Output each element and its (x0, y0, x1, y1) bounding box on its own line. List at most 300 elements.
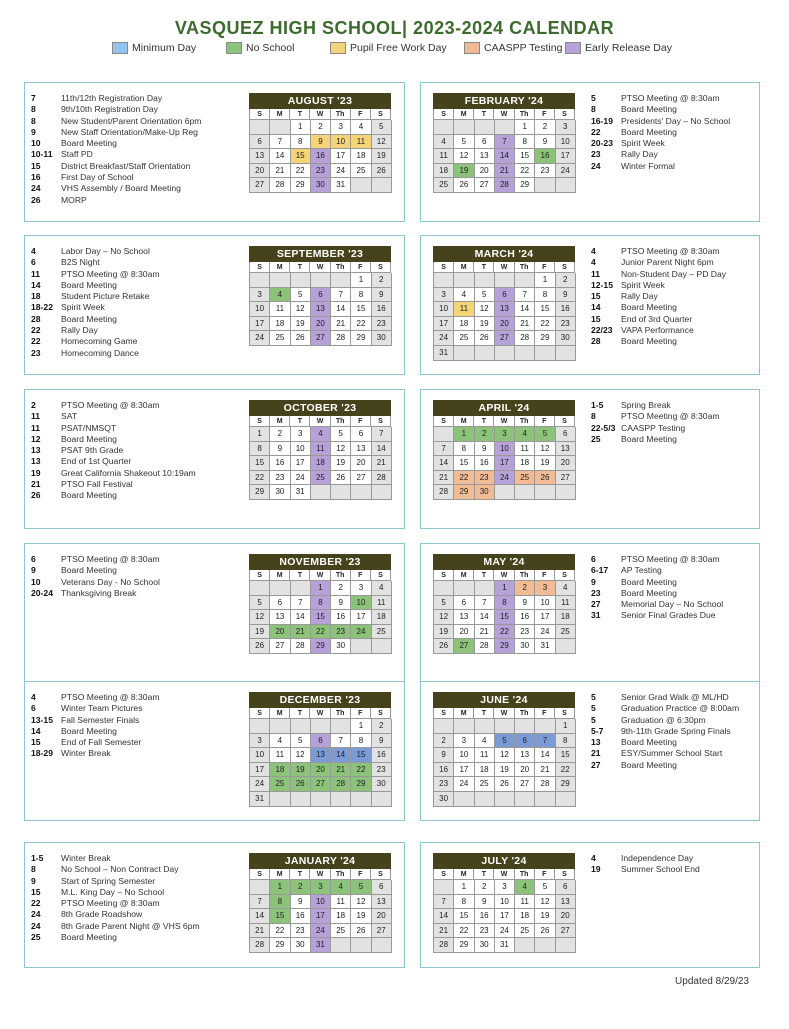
month-panel (420, 842, 760, 968)
event-text: Board Meeting (621, 737, 677, 748)
weekday-header: S (434, 109, 454, 120)
empty-cell (535, 178, 555, 193)
day-cell: 12 (495, 748, 515, 763)
day-cell: 15 (535, 302, 555, 317)
day-cell: 14 (250, 909, 270, 924)
day-cell: 9 (515, 596, 535, 611)
day-cell: 14 (270, 149, 290, 164)
event-text: New Student/Parent Orientation 6pm (61, 115, 202, 126)
empty-cell (372, 485, 392, 500)
day-cell: 2 (372, 273, 392, 288)
day-cell: 24 (495, 924, 515, 939)
day-cell: 11 (372, 596, 392, 611)
day-cell: 13 (250, 149, 270, 164)
weekday-header: Th (331, 869, 351, 880)
day-cell: 17 (495, 909, 515, 924)
day-cell: 12 (351, 895, 371, 910)
event-item (591, 93, 759, 104)
event-text: Great California Shakeout 10:19am (61, 467, 196, 478)
empty-cell (535, 485, 555, 500)
event-text: PTSO Meeting @ 8:30am (61, 554, 160, 564)
day-cell: 27 (311, 331, 331, 346)
empty-cell (331, 719, 351, 734)
event-date: 2 (31, 400, 36, 410)
weekday-header: W (310, 109, 330, 120)
empty-cell (556, 938, 576, 953)
event-list (591, 692, 759, 771)
day-cell: 10 (250, 302, 270, 317)
day-cell: 31 (291, 485, 311, 500)
event-item (31, 183, 246, 194)
event-date: 23 (31, 347, 41, 358)
month-title: DECEMBER '23 (249, 692, 391, 708)
day-cell: 13 (475, 149, 495, 164)
day-cell: 19 (535, 909, 555, 924)
month-calendar (433, 692, 575, 807)
day-cell: 18 (270, 763, 290, 778)
weekday-header: Th (331, 416, 351, 427)
event-item (31, 104, 246, 115)
event-date: 23 (591, 587, 601, 598)
day-cell: 14 (515, 302, 535, 317)
month-calendar (249, 554, 391, 654)
day-cell: 22 (250, 471, 270, 486)
event-date: 11 (591, 268, 601, 279)
event-text: Rally Day (61, 325, 98, 336)
weekday-header: M (454, 416, 474, 427)
event-item (591, 737, 759, 748)
legend (112, 42, 712, 60)
event-date: 21 (31, 479, 41, 490)
event-text: Board Meeting (621, 336, 677, 347)
day-cell: 26 (331, 471, 351, 486)
day-cell: 13 (372, 895, 392, 910)
empty-cell (475, 719, 495, 734)
day-cell: 17 (535, 610, 555, 625)
day-cell: 24 (556, 164, 576, 179)
day-cell: 18 (515, 909, 535, 924)
day-cell: 24 (351, 625, 371, 640)
day-cell: 26 (291, 777, 311, 792)
event-date: 8 (591, 104, 596, 115)
event-list (591, 246, 759, 348)
day-cell: 1 (495, 581, 515, 596)
event-text: MORP (61, 194, 87, 205)
day-cell: 11 (515, 442, 535, 457)
day-cell: 17 (434, 317, 454, 332)
day-cell: 28 (291, 639, 311, 654)
empty-cell (291, 273, 311, 288)
day-cell: 18 (311, 456, 331, 471)
event-item (591, 610, 759, 621)
weekday-header: Th (331, 570, 351, 581)
event-text: Board Meeting (61, 433, 117, 444)
event-date: 24 (31, 920, 41, 931)
legend-swatch (112, 42, 128, 54)
day-cell: 27 (311, 777, 331, 792)
event-date: 10 (31, 576, 41, 587)
day-cell: 16 (291, 909, 311, 924)
weekday-header: W (494, 109, 514, 120)
day-cell: 5 (535, 427, 555, 442)
day-cell: 6 (454, 596, 474, 611)
empty-cell (270, 273, 290, 288)
empty-cell (535, 938, 555, 953)
day-cell: 29 (351, 331, 371, 346)
event-text: VAPA Performance (621, 325, 694, 336)
event-item (591, 599, 759, 610)
event-text: Board Meeting (621, 104, 677, 115)
weekday-header: S (250, 570, 270, 581)
weekday-header: F (351, 416, 371, 427)
legend-swatch (464, 42, 480, 54)
event-item (31, 127, 246, 138)
day-cell: 13 (270, 610, 290, 625)
day-cell: 22 (454, 924, 474, 939)
day-cell: 18 (372, 610, 392, 625)
event-item (591, 302, 759, 313)
event-date: 15 (31, 737, 41, 748)
weekday-header: F (351, 109, 371, 120)
event-date: 20-24 (31, 587, 53, 598)
weekday-header: S (434, 869, 454, 880)
event-text: 11th/12th Registration Day (61, 93, 163, 103)
day-cell: 27 (556, 924, 576, 939)
day-cell: 14 (535, 748, 555, 763)
event-text: End of 3rd Quarter (621, 313, 693, 324)
day-cell: 8 (250, 442, 270, 457)
day-cell: 6 (515, 734, 535, 749)
event-item (591, 853, 759, 864)
empty-cell (556, 346, 576, 361)
event-date: 22 (591, 126, 601, 137)
event-text: Summer School End (621, 864, 700, 875)
event-list (591, 400, 759, 445)
day-cell: 13 (454, 610, 474, 625)
empty-cell (351, 485, 371, 500)
day-cell: 3 (495, 880, 515, 895)
event-date: 12-15 (591, 279, 613, 290)
event-list (31, 853, 246, 943)
day-cell: 2 (311, 120, 331, 135)
empty-cell (250, 880, 270, 895)
day-cell: 24 (250, 331, 270, 346)
day-cell: 9 (535, 135, 555, 150)
event-item (591, 257, 759, 268)
event-date: 13 (591, 737, 601, 748)
month-calendar (249, 400, 391, 500)
weekday-header: F (351, 570, 371, 581)
legend-item (464, 42, 562, 54)
updated-note: Updated 8/29/23 (675, 976, 749, 987)
day-cell: 26 (495, 777, 515, 792)
event-text: Homecoming Dance (61, 347, 139, 358)
event-item (31, 715, 246, 726)
month-panel (24, 235, 405, 375)
weekday-header: S (371, 109, 391, 120)
day-cell: 16 (475, 909, 495, 924)
day-cell: 5 (351, 880, 371, 895)
event-item (31, 269, 246, 280)
day-cell: 11 (434, 149, 454, 164)
empty-cell (515, 273, 535, 288)
month-panel (420, 543, 760, 683)
day-cell: 10 (454, 748, 474, 763)
day-cell: 1 (270, 880, 290, 895)
event-text: Independence Day (621, 853, 694, 863)
day-cell: 5 (434, 596, 454, 611)
weekday-header: M (454, 109, 474, 120)
day-cell: 29 (250, 485, 270, 500)
day-cell: 14 (291, 610, 311, 625)
event-item (31, 302, 246, 313)
empty-cell (331, 792, 351, 807)
day-cell: 24 (291, 471, 311, 486)
weekday-header: Th (515, 109, 535, 120)
month-panel (420, 82, 760, 222)
event-date: 16 (31, 172, 41, 183)
event-item (31, 161, 246, 172)
legend-item (565, 42, 672, 54)
event-item (31, 445, 246, 456)
event-item (591, 588, 759, 599)
event-item (31, 138, 246, 149)
event-text: 9th/10th Registration Day (61, 104, 158, 115)
day-cell: 26 (291, 331, 311, 346)
weekday-header: S (371, 570, 391, 581)
empty-cell (454, 792, 474, 807)
event-text: Board Meeting (621, 759, 677, 770)
month-calendar (249, 93, 391, 193)
weekday-header: M (454, 262, 474, 273)
event-text: Graduation @ 6:30pm (621, 714, 706, 725)
day-cell: 12 (331, 442, 351, 457)
event-date: 28 (591, 336, 601, 347)
event-text: 8th Grade Parent Night @ VHS 6pm (61, 920, 200, 931)
day-cell: 16 (270, 456, 290, 471)
day-cell: 27 (372, 924, 392, 939)
event-item (31, 411, 246, 422)
day-cell: 5 (475, 288, 495, 303)
event-item (591, 864, 759, 875)
empty-cell (556, 178, 576, 193)
day-cell: 19 (331, 456, 351, 471)
empty-cell (475, 273, 495, 288)
event-item (591, 726, 759, 737)
day-cell: 16 (372, 302, 392, 317)
day-cell: 2 (331, 581, 351, 596)
month-calendar (433, 93, 575, 193)
event-text: 8th Grade Roadshow (61, 909, 143, 920)
day-cell: 25 (270, 777, 290, 792)
day-cell: 14 (434, 456, 454, 471)
day-cell: 12 (434, 610, 454, 625)
event-list (31, 400, 246, 502)
day-cell: 23 (372, 763, 392, 778)
event-text: Board Meeting (621, 587, 677, 598)
day-cell: 29 (454, 485, 474, 500)
event-item (591, 280, 759, 291)
event-date: 22 (31, 898, 41, 909)
event-item (591, 246, 759, 257)
month-calendar (249, 246, 391, 346)
weekday-header: F (535, 416, 555, 427)
empty-cell (434, 273, 454, 288)
day-cell: 21 (291, 625, 311, 640)
day-cell: 8 (311, 596, 331, 611)
event-text: ESY/Summer School Start (621, 748, 723, 759)
day-cell: 8 (535, 288, 555, 303)
event-item (31, 692, 246, 703)
empty-cell (372, 938, 392, 953)
day-cell: 10 (495, 442, 515, 457)
event-date: 23 (591, 149, 601, 160)
weekday-header: S (250, 262, 270, 273)
event-date: 20-23 (591, 138, 613, 149)
day-cell: 13 (495, 302, 515, 317)
weekday-header: W (310, 869, 330, 880)
day-cell: 6 (311, 288, 331, 303)
empty-cell (270, 120, 290, 135)
day-cell: 18 (515, 456, 535, 471)
day-cell: 21 (515, 317, 535, 332)
day-cell: 30 (475, 485, 495, 500)
event-date: 18-22 (31, 302, 53, 313)
day-cell: 11 (515, 895, 535, 910)
day-cell: 5 (454, 135, 474, 150)
day-cell: 6 (270, 596, 290, 611)
month-panel (420, 389, 760, 529)
month-title: AUGUST '23 (249, 93, 391, 109)
event-date: 19 (591, 864, 601, 875)
event-text: Memorial Day – No School (621, 599, 724, 610)
event-item (31, 853, 246, 864)
event-text: Winter Team Pictures (61, 703, 143, 714)
day-cell: 6 (351, 427, 371, 442)
day-cell: 23 (475, 924, 495, 939)
weekday-header: T (290, 109, 310, 120)
month-panel (24, 389, 405, 529)
day-cell: 7 (535, 734, 555, 749)
day-cell: 16 (311, 149, 331, 164)
weekday-header: M (270, 570, 290, 581)
day-cell: 20 (270, 625, 290, 640)
day-cell: 18 (556, 610, 576, 625)
event-item (31, 195, 246, 206)
weekday-header: S (434, 416, 454, 427)
day-cell: 19 (535, 456, 555, 471)
day-cell: 23 (291, 924, 311, 939)
day-cell: 6 (372, 880, 392, 895)
day-cell: 10 (535, 596, 555, 611)
event-item (31, 554, 246, 565)
day-cell: 3 (495, 427, 515, 442)
event-list (591, 93, 759, 172)
day-cell: 30 (434, 792, 454, 807)
month-calendar (433, 246, 575, 361)
day-cell: 11 (351, 135, 371, 150)
day-cell: 1 (535, 273, 555, 288)
day-cell: 25 (475, 777, 495, 792)
event-date: 13 (31, 445, 41, 456)
event-text: Board Meeting (621, 126, 677, 137)
day-cell: 24 (311, 924, 331, 939)
day-cell: 19 (475, 317, 495, 332)
day-cell: 4 (515, 880, 535, 895)
day-cell: 4 (556, 581, 576, 596)
day-cell: 12 (250, 610, 270, 625)
event-text: End of 1st Quarter (61, 456, 132, 467)
weekday-header: Th (515, 869, 535, 880)
weekday-header: M (270, 416, 290, 427)
weekday-header: S (555, 708, 575, 719)
day-cell: 3 (291, 427, 311, 442)
day-cell: 31 (250, 792, 270, 807)
event-date: 8 (31, 864, 36, 875)
day-cell: 28 (495, 178, 515, 193)
event-text: Presidents' Day – No School (621, 115, 731, 126)
day-cell: 30 (475, 938, 495, 953)
day-cell: 7 (434, 442, 454, 457)
day-cell: 22 (515, 164, 535, 179)
event-item (31, 336, 246, 347)
event-date: 14 (31, 725, 41, 736)
day-cell: 28 (535, 777, 555, 792)
event-text: Winter Formal (621, 160, 675, 171)
day-cell: 23 (372, 317, 392, 332)
day-cell: 24 (250, 777, 270, 792)
month-title: JANUARY '24 (249, 853, 391, 869)
event-item (31, 588, 246, 599)
event-text: End of Fall Semester (61, 737, 142, 748)
day-cell: 13 (556, 442, 576, 457)
month-calendar (433, 853, 575, 953)
day-cell: 29 (270, 938, 290, 953)
day-cell: 19 (495, 763, 515, 778)
event-item (591, 127, 759, 138)
day-cell: 23 (434, 777, 454, 792)
event-date: 26 (31, 490, 41, 501)
event-date: 6 (31, 554, 36, 564)
empty-cell (434, 120, 454, 135)
day-cell: 21 (434, 924, 454, 939)
empty-cell (475, 792, 495, 807)
day-cell: 23 (311, 164, 331, 179)
day-cell: 7 (250, 895, 270, 910)
weekday-header: M (454, 570, 474, 581)
month-panel (24, 543, 405, 683)
day-cell: 23 (475, 471, 495, 486)
day-cell: 25 (515, 924, 535, 939)
day-cell: 19 (291, 317, 311, 332)
day-cell: 22 (495, 625, 515, 640)
day-cell: 13 (556, 895, 576, 910)
event-date: 4 (591, 853, 596, 863)
day-cell: 4 (515, 427, 535, 442)
weekday-header: S (434, 262, 454, 273)
day-cell: 29 (454, 938, 474, 953)
day-cell: 20 (475, 164, 495, 179)
day-cell: 7 (291, 596, 311, 611)
month-title: MAY '24 (433, 554, 575, 570)
legend-item (112, 42, 196, 54)
event-text: Board Meeting (61, 279, 117, 290)
event-date: 28 (31, 313, 41, 324)
day-cell: 19 (434, 625, 454, 640)
day-cell: 27 (515, 777, 535, 792)
event-list (31, 246, 246, 359)
day-cell: 11 (270, 748, 290, 763)
